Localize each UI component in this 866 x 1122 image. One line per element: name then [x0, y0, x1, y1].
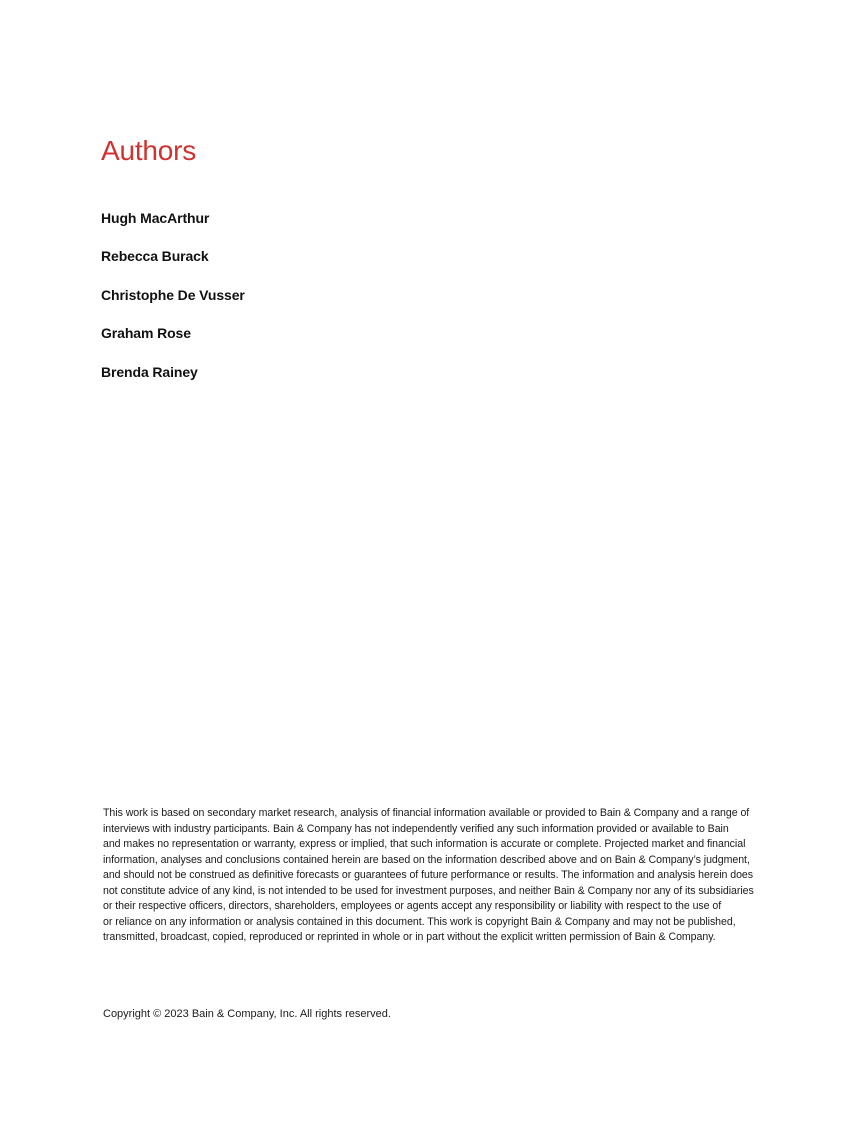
copyright-notice: Copyright © 2023 Bain & Company, Inc. All rights reserved.: [103, 1008, 391, 1020]
disclaimer-line: and makes no representation or warranty, express or implied, that such information is accurate or complete. Projected market and financial: [103, 838, 746, 851]
disclaimer-line: information, analyses and conclusions contained herein are based on the information described above and on Bain & Company’s judgment,: [103, 853, 750, 866]
disclaimer-line: or reliance on any information or analysis contained in this document. This work is copyright Bain & Company and may not be published,: [103, 915, 736, 928]
author-list: [101, 199, 245, 391]
legal-disclaimer: [103, 806, 754, 946]
author-name: Rebecca Burack: [101, 248, 209, 265]
author-name: Hugh MacArthur: [101, 210, 210, 226]
disclaimer-line: interviews with industry participants. Bain & Company has not independently verified any such information provided or available to Bain: [103, 822, 729, 835]
disclaimer-line: transmitted, broadcast, copied, reproduced or reprinted in whole or in part without the explicit written permission of Bain & Company.: [103, 931, 716, 944]
author-name: Christophe De Vusser: [101, 286, 245, 303]
disclaimer-line: This work is based on secondary market research, analysis of financial information available or provided to Bain & Company and a range of: [103, 807, 750, 819]
disclaimer-line: and should not be construed as definitive forecasts or guarantees of future performance or results. The information and analysis herein does: [103, 869, 754, 882]
author-name: Brenda Rainey: [101, 363, 198, 380]
disclaimer-line: or their respective officers, directors, shareholders, employees or agents accept any responsibility or liability with respect to the use of: [103, 900, 722, 913]
author-name: Graham Rose: [101, 325, 191, 342]
disclaimer-line: not constitute advice of any kind, is not intended to be used for investment purposes, and neither Bain & Company nor any of its subsidiaries: [103, 884, 754, 897]
page-title: Authors: [101, 135, 197, 166]
